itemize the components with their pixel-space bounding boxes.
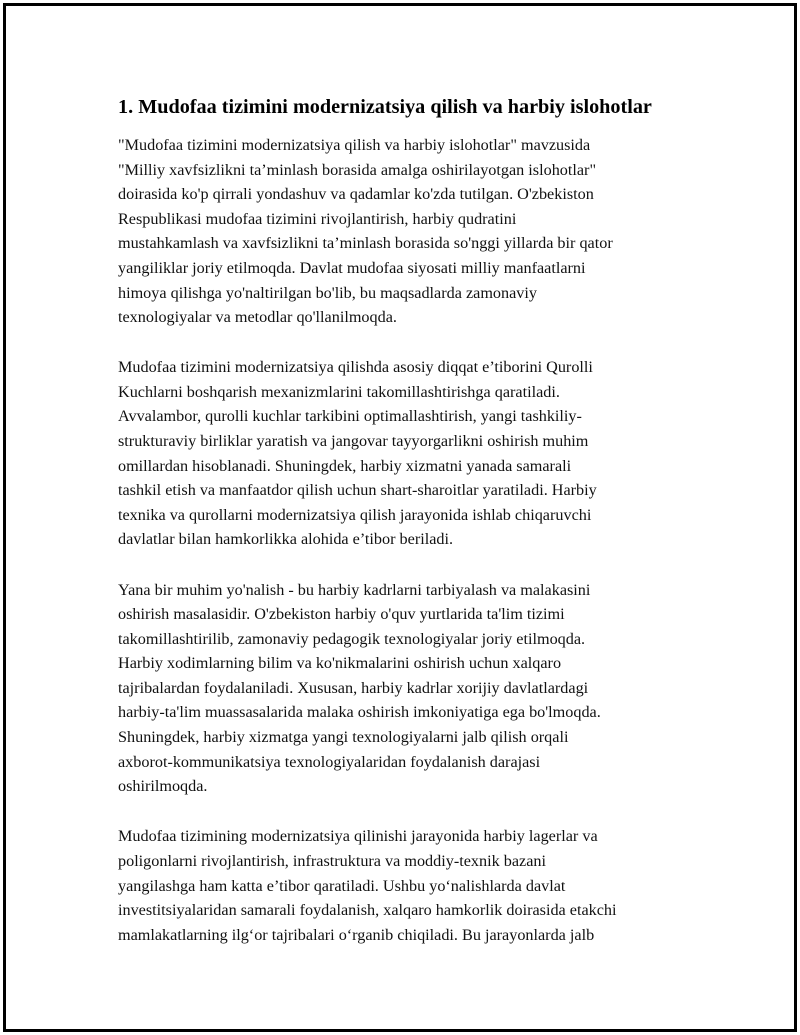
paragraph-line: Avvalambor, qurolli kuchlar tarkibini optimallashtirish, yangi tashkiliy- — [118, 407, 582, 426]
paragraph-line: "Mudofaa tizimini modernizatsiya qilish va harbiy islohotlar" mavzusida — [118, 136, 591, 154]
paragraph-line: Yana bir muhim yo'nalish - bu harbiy kadrlarni tarbiyalash va malakasini — [118, 580, 591, 599]
paragraph-line: Mudofaa tizimini modernizatsiya qilishda asosiy diqqat e’tiborini Qurolli — [118, 358, 593, 377]
paragraph-line: yangilashga ham katta e’tibor qaratiladi. Ushbu yo‘nalishlarda davlat — [118, 876, 566, 895]
paragraph-line: "Milliy xavfsizlikni ta’minlash borasida amalga oshirilayotgan islohotlar" — [118, 160, 597, 179]
paragraph-line: Harbiy xodimlarning bilim va ko'nikmalarini oshirish uchun xalqaro — [118, 654, 562, 673]
paragraph-line: oshirilmoqda. — [118, 777, 208, 796]
paragraph-line: takomillashtirilib, zamonaviy pedagogik texnologiyalar joriy etilmoqda. — [118, 629, 586, 648]
paragraph-line: himoya qilishga yo'naltirilgan bo'lib, bu maqsadlarda zamonaviy — [118, 283, 537, 302]
paragraph — [118, 355, 688, 552]
paragraph-line: harbiy-ta'lim muassasalarida malaka oshirish imkoniyatiga ega bo'lmoqda. — [118, 703, 601, 722]
paragraph-line: mamlakatlarning ilg‘or tajribalari o‘rganib chiqiladi. Bu jarayonlarda jalb — [118, 925, 595, 944]
section-heading: 1. Mudofaa tizimini modernizatsiya qilish va harbiy islohotlar — [118, 96, 652, 118]
paragraph-line: investitsiyalaridan samarali foydalanish, xalqaro hamkorlik doirasida etakchi — [118, 901, 617, 920]
paragraph-line: tajribalardan foydalaniladi. Xususan, harbiy kadrlar xorijiy davlatlardagi — [118, 678, 589, 697]
paragraph-line: texnika va qurollarni modernizatsiya qilish jarayonida ishlab chiqaruvchi — [118, 505, 592, 524]
paragraph-line: Kuchlarni boshqarish mexanizmlarini takomillashtirishga qaratiladi. — [118, 382, 560, 401]
paragraph — [118, 824, 688, 947]
paragraphs-container — [118, 133, 688, 947]
paragraph-line: tashkil etish va manfaatdor qilish uchun shart-sharoitlar yaratiladi. Harbiy — [118, 481, 597, 500]
paragraph-line: Respublikasi mudofaa tizimini rivojlantirish, harbiy qudratini — [118, 209, 517, 228]
paragraph-line: davlatlar bilan hamkorlikka alohida e’tibor beriladi. — [118, 530, 454, 549]
paragraph-line: doirasida ko'p qirrali yondashuv va qadamlar ko'zda tutilgan. O'zbekiston — [118, 185, 594, 204]
paragraph-line: poligonlarni rivojlantirish, infrastruktura va moddiy-texnik bazani — [118, 851, 546, 870]
paragraph-line: yangiliklar joriy etilmoqda. Davlat mudofaa siyosati milliy manfaatlarni — [118, 258, 586, 277]
paragraph-line: texnologiyalar va metodlar qo'llanilmoqda. — [118, 308, 397, 327]
paragraph-line: Shuningdek, harbiy xizmatga yangi texnologiyalarni jalb qilish orqali — [118, 728, 569, 747]
paragraph — [118, 133, 688, 330]
paragraph-line: strukturaviy birliklar yaratish va jangovar tayyorgarlikni oshirish muhim — [118, 432, 589, 451]
paragraph-line: Mudofaa tizimining modernizatsiya qilinishi jarayonida harbiy lagerlar va — [118, 827, 598, 846]
paragraph-line: oshirish masalasidir. O'zbekiston harbiy o'quv yurtlarida ta'lim tizimi — [118, 605, 565, 624]
paragraph — [118, 578, 688, 799]
paragraph-line: axborot-kommunikatsiya texnologiyalaridan foydalanish darajasi — [118, 752, 541, 771]
paragraph-line: omillardan hisoblanadi. Shuningdek, harbiy xizmatni yanada samarali — [118, 456, 572, 475]
document-body — [118, 94, 688, 973]
paragraph-line: mustahkamlash va xavfsizlikni ta’minlash borasida so'nggi yillarda bir qator — [118, 234, 613, 253]
